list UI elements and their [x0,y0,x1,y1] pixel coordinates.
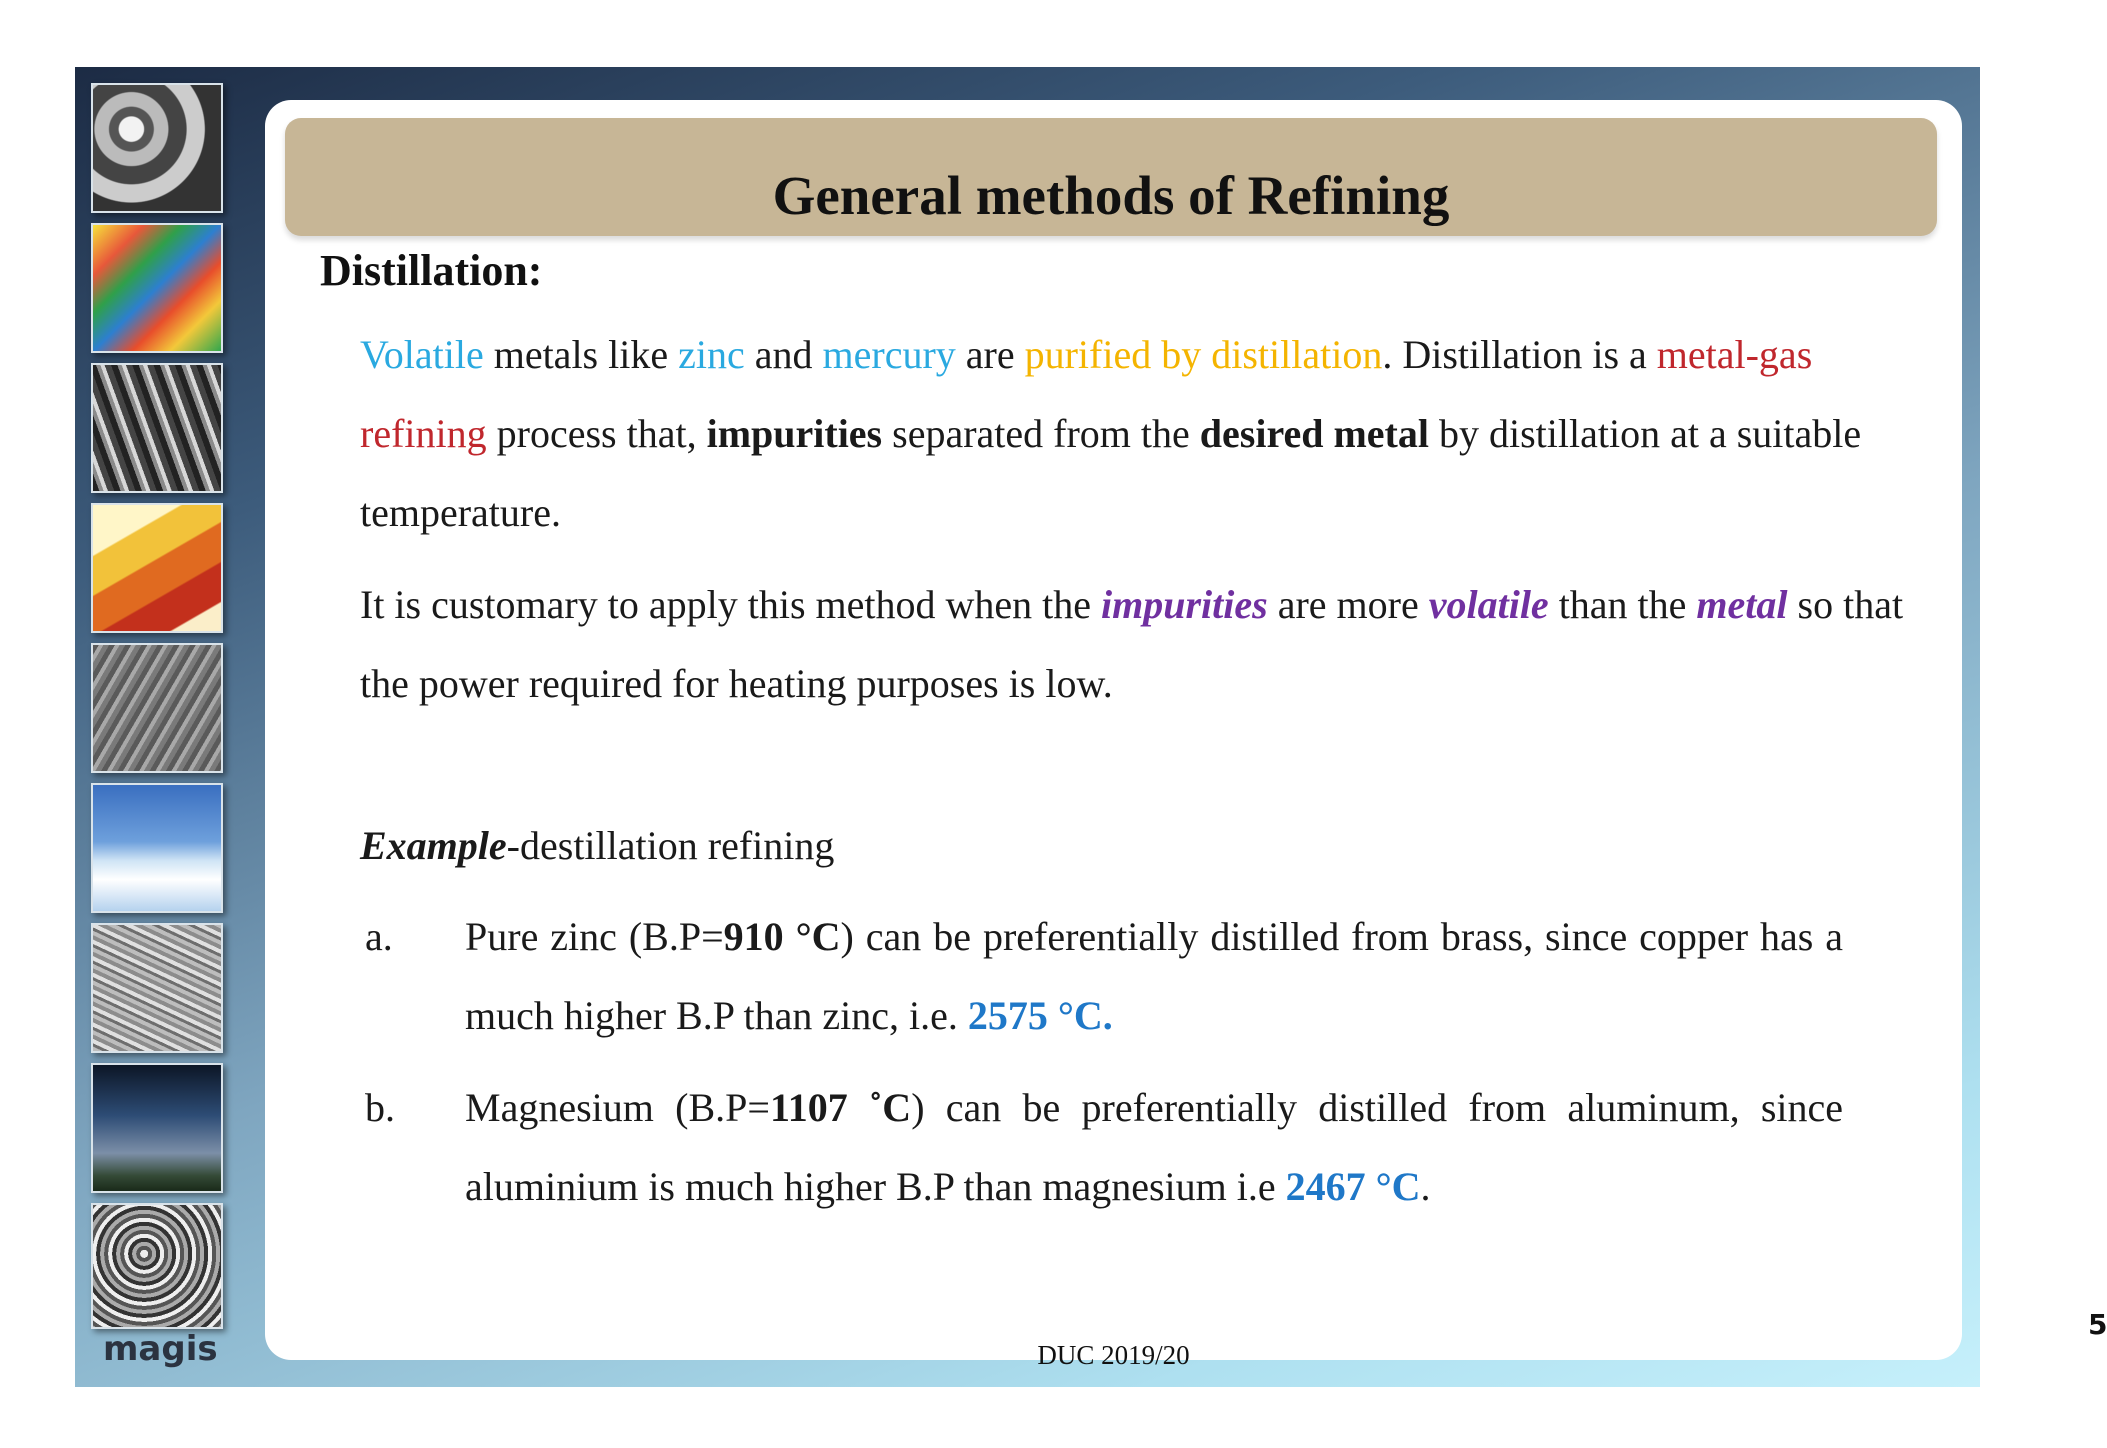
grain-structure-image [91,643,223,773]
text-run: Pure zinc (B.P= [465,914,724,959]
magnesium-boiling-point: 1107 ˚C [769,1085,912,1130]
example-line [360,806,834,885]
text-run: by distillation at a suitable temperature. [360,411,1862,535]
term-impurities: impurities [706,411,883,456]
item-b-label: b. [365,1085,395,1130]
page-number: 5 [2088,1308,2107,1341]
wind-turbine-image [91,1063,223,1193]
copper-boiling-point: 2575 °C. [967,993,1113,1038]
term-impurities-italic: impurities [1101,582,1268,627]
text-run: ) can be preferentially distilled from brass, since copper has a much higher B.P than zinc, i.e. [465,914,1843,1038]
text-run: so that the power required for heating purposes is low. [360,582,1904,706]
footer-text: DUC 2019/20 [1037,1340,1190,1370]
title-bar [285,118,1937,236]
term-purified: purified by distillation [1024,332,1383,377]
slide-background [75,67,2107,1387]
example-text: -destillation refining [506,823,835,868]
text-run: . [1420,1164,1431,1209]
simulation-block-image [91,223,223,353]
turbine-image [91,83,223,213]
text-run: and [744,332,823,377]
microstructure-image [91,363,223,493]
text-run: metals like [483,332,679,377]
crystal-powder-image [91,1203,223,1329]
text-run: It is customary to apply this method when the [360,582,1101,627]
text-run: Magnesium (B.P= [465,1085,770,1130]
item-a-text [465,897,1843,1055]
text-run: are [955,332,1025,377]
text-run: than the [1548,582,1697,627]
airplane-image [91,783,223,913]
fracture-surface-image [91,923,223,1053]
text-run: ) can be preferentially distilled from aluminum, since aluminium is much higher B.P than magnesium i.e [465,1085,1844,1209]
term-mercury: mercury [822,332,956,377]
section-heading: Distillation: [320,246,543,295]
text-run: are more [1267,582,1429,627]
paragraph-customary [360,565,1930,723]
item-b-text [465,1068,1843,1226]
zinc-boiling-point: 910 °C [723,914,841,959]
term-metal-italic: metal [1696,582,1788,627]
slide-title: General methods of Refining [772,165,1450,226]
heat-map-cube-image [91,503,223,633]
example-label: Example [360,823,507,868]
item-a-label: a. [365,914,393,959]
aluminium-boiling-point: 2467 °C [1285,1164,1421,1209]
paragraph-volatile-metals [360,315,1930,552]
content-panel [265,100,2107,1370]
text-run: . Distillation is a [1382,332,1657,377]
term-volatile-italic: volatile [1428,582,1549,627]
magis-logo: magis [103,1329,218,1369]
term-volatile: Volatile [360,332,484,377]
text-run: separated from the [882,411,1200,456]
term-metal-gas-refining: metal-gas refining [360,332,1813,456]
text-run: process that, [486,411,707,456]
term-desired-metal: desired metal [1199,411,1429,456]
term-zinc: zinc [678,332,745,377]
